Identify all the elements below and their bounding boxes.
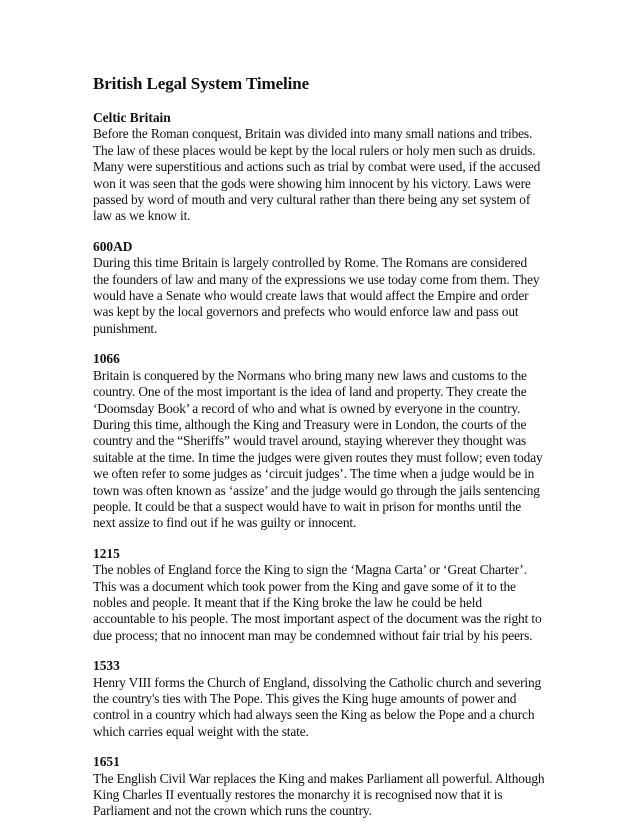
timeline-section-celtic-britain (93, 110, 545, 225)
section-heading: Celtic Britain (93, 110, 171, 125)
timeline-section-1533 (93, 658, 545, 740)
section-heading: 1066 (93, 351, 120, 367)
section-body: The English Civil War replaces the King and makes Parliament all powerful. Although King Charles II eventually restores the monarchy it is recognised now that it is Parliament and not the crown which runs the country. (93, 770, 545, 819)
document-content (93, 74, 545, 834)
section-body: The nobles of England force the King to sign the ‘Magna Carta’ or ‘Great Charter’. This was a document which took power from the King and gave some of it to the nobles and people. It meant that if the King broke the law he could be held accountable to his people. The most important aspect of the document was the right to due process; that no innocent man may be condemned without fair trial by his peers. (93, 562, 542, 643)
section-body: Henry VIII forms the Church of England, dissolving the Catholic church and severing the country's ties with The Pope. This gives the King huge amounts of power and control in a country which had always seen the King as below the Pope and a church which carries equal weight with the state. (93, 674, 542, 739)
page-title: British Legal System Timeline (93, 74, 310, 93)
section-body: Britain is conquered by the Normans who bring many new laws and customs to the country. One of the most important is the idea of land and property. They create the ‘Doomsday Book’ a record of who and what is owned by everyone in the country. During this time, although the King and Treasury were in London, the courts of the country and the “Sheriffs” would travel around, staying wherever they thought was suitable at the time. In time the judges were given routes they must follow; even today we often refer to some judges as ‘circuit judges’. The time when a judge would be in town was often known as ‘assize’ and the judge would go through the jails sentencing people. It could be that a suspect would have to wait in prison for months until the next assize to find out if he was guilty or innocent. (93, 367, 543, 531)
section-body: During this time Britain is largely controlled by Rome. The Romans are considered the founders of law and many of the expressions we use today come from them. They would have a Senate who would create laws that would affect the Empire and order was kept by the local governors and prefects who would enforce law and pass out punishment. (93, 255, 540, 336)
section-heading: 1651 (93, 754, 120, 770)
section-body: Before the Roman conquest, Britain was divided into many small nations and tribes. The law of these places would be kept by the local rulers or holy men such as druids. Many were superstitious and actions such as trial by combat were used, if the accused won it was seen that the gods were showing him innocent by his victory. Laws were passed by word of mouth and very cultural rather than there being any set system of law as we know it. (93, 126, 541, 224)
section-heading: 1533 (93, 658, 120, 674)
timeline-section-600ad (93, 239, 545, 337)
timeline-section-1066 (93, 351, 545, 531)
section-heading: 1215 (93, 545, 120, 561)
timeline-section-1215 (93, 546, 545, 644)
timeline-section-1651 (93, 754, 545, 820)
section-heading: 600AD (93, 238, 133, 254)
